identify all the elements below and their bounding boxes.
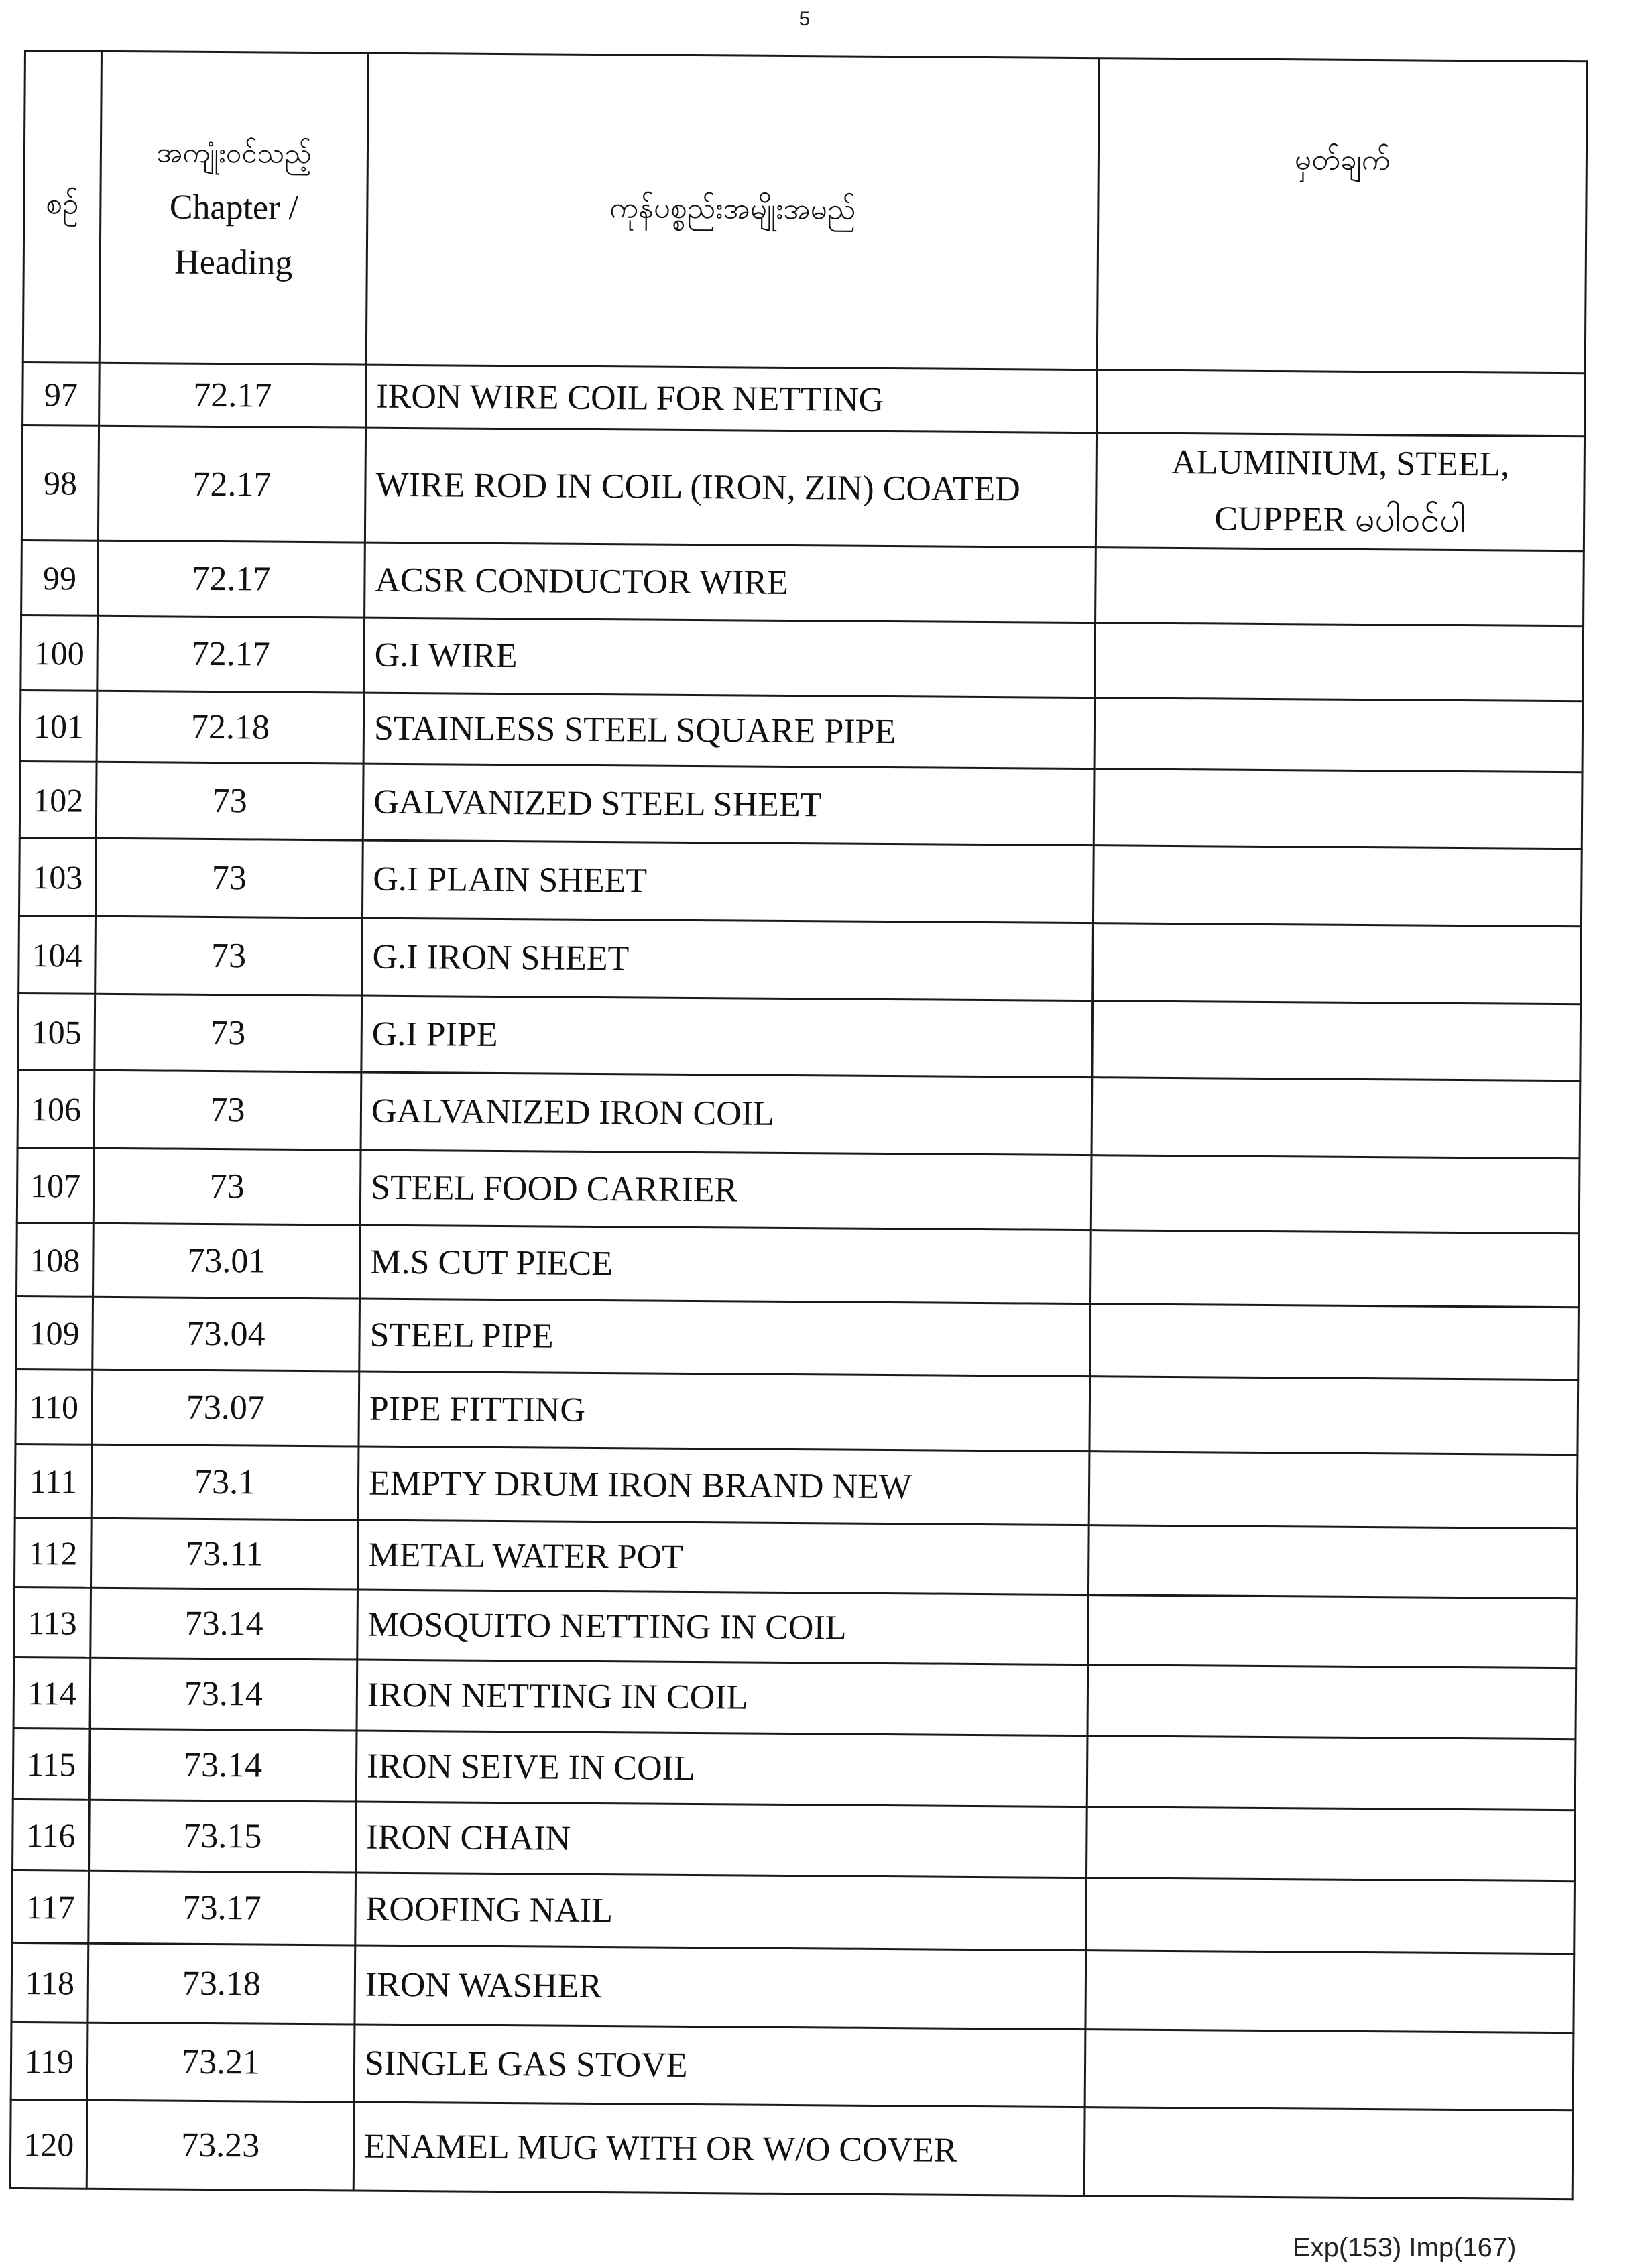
row-remarks-line-1 (1096, 734, 1582, 737)
row-remarks (1097, 370, 1586, 437)
row-remarks (1094, 698, 1583, 772)
row-remarks-line-2 (1088, 1772, 1574, 1775)
row-remarks (1085, 2030, 1574, 2111)
row-remarks (1089, 1377, 1578, 1455)
row-remarks-line-2 (1098, 402, 1584, 405)
row-description: G.I IRON SHEET (362, 918, 1094, 1001)
row-remarks-line-1 (1087, 1990, 1573, 1993)
row-serial-number: 98 (21, 425, 99, 540)
row-remarks (1096, 548, 1584, 626)
row-description: ENAMEL MUG WITH OR W/O COVER (353, 2102, 1085, 2196)
row-description: IRON SEIVE IN COIL (356, 1731, 1087, 1807)
row-chapter-heading: 73.15 (89, 1800, 357, 1873)
row-remarks (1087, 1807, 1576, 1881)
row-serial-number: 99 (21, 540, 99, 616)
footer-note: Exp(153) Imp(167) (1293, 2233, 1517, 2262)
row-description: STEEL PIPE (359, 1299, 1091, 1377)
row-description: GALVANIZED STEEL SHEET (363, 764, 1094, 846)
row-remarks-line-2 (1094, 1039, 1580, 1043)
row-serial-number: 102 (19, 761, 97, 838)
row-description: ROOFING NAIL (355, 1873, 1087, 1951)
header-chapter-heading-en-2: Heading (174, 243, 293, 282)
row-description: G.I PLAIN SHEET (362, 840, 1094, 923)
row-serial-number: 119 (11, 2022, 88, 2100)
table-row (19, 915, 1582, 1004)
row-description: G.I PIPE (361, 996, 1093, 1078)
row-chapter-heading: 72.17 (98, 540, 365, 618)
page-number: 5 (799, 8, 811, 30)
row-remarks (1092, 1001, 1581, 1081)
row-remarks (1088, 1525, 1577, 1599)
row-remarks-line-1 (1089, 1560, 1576, 1564)
row-serial-number: 110 (15, 1369, 93, 1444)
table-row (13, 1728, 1576, 1810)
row-chapter-heading: 73 (96, 762, 363, 840)
row-chapter-heading: 72.17 (97, 616, 365, 693)
row-chapter-heading: 73.14 (90, 1658, 357, 1731)
row-remarks-line-2 (1087, 1914, 1574, 1918)
row-serial-number: 107 (17, 1147, 94, 1223)
table-body (10, 362, 1585, 2199)
row-description: MOSQUITO NETTING IN COIL (357, 1590, 1089, 1665)
table-row (21, 615, 1584, 701)
table-row (17, 1147, 1580, 1233)
row-remarks-line-1 (1094, 884, 1580, 888)
row-remarks-line-1 (1088, 1772, 1574, 1775)
row-serial-number: 97 (23, 362, 100, 426)
row-remarks (1088, 1595, 1577, 1668)
row-remarks-line-1 (1091, 1414, 1577, 1417)
row-description: EMPTY DRUM IRON BRAND NEW (358, 1446, 1089, 1525)
table-row (12, 1870, 1575, 1953)
row-remarks (1087, 1665, 1576, 1739)
row-description: WIRE ROD IN COIL (IRON, ZIN) COATED (365, 428, 1096, 548)
table-row (21, 540, 1584, 626)
table-row (14, 1517, 1577, 1598)
row-chapter-heading: 73.17 (88, 1871, 356, 1945)
header-chapter-heading (99, 51, 368, 365)
row-remarks-line-2 (1085, 2152, 1572, 2155)
row-description: M.S CUT PIECE (360, 1225, 1092, 1304)
row-serial-number: 105 (18, 993, 95, 1070)
row-remarks (1096, 433, 1584, 551)
table-row (17, 1222, 1580, 1307)
row-remarks-line-1 (1086, 2069, 1572, 2072)
row-serial-number: 100 (21, 615, 98, 691)
row-remarks-line-2 (1091, 1414, 1577, 1417)
row-chapter-heading: 73.11 (91, 1518, 358, 1590)
row-remarks (1090, 1304, 1579, 1380)
row-description: SINGLE GAS STOVE (354, 2024, 1085, 2107)
row-remarks-line-2 (1087, 1990, 1573, 1993)
row-chapter-heading: 73.14 (89, 1729, 357, 1802)
row-chapter-heading: 73.23 (86, 2100, 354, 2191)
row-chapter-heading: 73.04 (93, 1297, 360, 1371)
row-serial-number: 103 (19, 837, 96, 916)
row-remarks-line-2 (1092, 1340, 1578, 1344)
row-remarks-line-1 (1093, 1116, 1579, 1120)
row-remarks-line-1 (1098, 402, 1584, 405)
row-remarks-line-2 (1095, 807, 1581, 811)
row-remarks (1095, 623, 1584, 701)
row-chapter-heading: 73 (95, 916, 363, 996)
row-remarks-line-2 (1086, 2069, 1572, 2072)
row-remarks-line-1 (1085, 2152, 1572, 2155)
table-row (20, 690, 1583, 772)
row-serial-number: 108 (17, 1222, 94, 1297)
row-remarks-line-1 (1094, 1039, 1580, 1043)
table-row (19, 837, 1582, 926)
row-remarks-line-2 (1087, 1843, 1574, 1846)
row-remarks-line-2 (1096, 734, 1582, 737)
table-row (14, 1587, 1577, 1668)
row-serial-number: 120 (10, 2099, 87, 2189)
row-remarks-line-2 (1096, 660, 1582, 664)
document-sheet (9, 50, 1588, 2200)
row-description: IRON CHAIN (356, 1802, 1087, 1878)
row-description: IRON WIRE COIL FOR NETTING (366, 365, 1098, 433)
row-chapter-heading: 73.1 (91, 1444, 359, 1520)
row-remarks-line-1 (1092, 1193, 1578, 1196)
row-description: STEEL FOOD CARRIER (360, 1150, 1092, 1230)
items-table (9, 50, 1588, 2200)
header-description: ကုန်ပစ္စည်းအမျိုးအမည် (366, 53, 1099, 370)
row-serial-number: 116 (13, 1799, 90, 1871)
header-serial-number: စဉ် (23, 51, 101, 363)
row-remarks-line-2: CUPPER မပါဝင်ပါ (1214, 500, 1466, 540)
row-remarks-line-1 (1096, 660, 1582, 664)
row-remarks-line-2 (1089, 1560, 1576, 1564)
row-remarks-line-1 (1087, 1914, 1574, 1918)
row-serial-number: 109 (16, 1296, 93, 1369)
row-remarks-line-1 (1090, 1489, 1576, 1492)
row-remarks-line-2 (1094, 884, 1580, 888)
table-row (10, 2099, 1573, 2199)
row-serial-number: 113 (14, 1587, 91, 1658)
table-row (11, 1942, 1574, 2032)
table-row (18, 993, 1581, 1080)
row-description: STAINLESS STEEL SQUARE PIPE (363, 693, 1095, 769)
row-remarks (1092, 1078, 1580, 1159)
row-chapter-heading: 73 (95, 994, 362, 1072)
row-description: IRON WASHER (355, 1945, 1086, 2030)
row-remarks-line-1 (1089, 1630, 1576, 1633)
row-remarks-line-2 (1093, 1116, 1579, 1120)
row-remarks (1089, 1452, 1578, 1529)
row-serial-number: 112 (14, 1517, 91, 1588)
table-row (11, 2022, 1574, 2110)
row-description: ACSR CONDUCTOR WIRE (365, 542, 1096, 623)
row-chapter-heading: 73.18 (88, 1943, 355, 2024)
row-remarks-line-1 (1089, 1700, 1575, 1704)
row-serial-number: 101 (20, 690, 97, 762)
row-remarks (1094, 769, 1582, 849)
row-remarks (1087, 1736, 1576, 1810)
table-row (15, 1444, 1578, 1528)
row-chapter-heading: 73 (95, 838, 363, 918)
row-description: G.I WIRE (364, 618, 1096, 698)
row-remarks-line-1 (1087, 1843, 1574, 1846)
row-remarks-line-2 (1090, 1489, 1576, 1492)
row-remarks-line-1 (1096, 585, 1582, 589)
row-serial-number: 104 (19, 915, 96, 994)
table-row (21, 425, 1584, 550)
row-serial-number: 118 (11, 1942, 88, 2022)
row-remarks (1091, 1155, 1580, 1234)
table-row (16, 1296, 1579, 1379)
row-remarks-line-1 (1095, 807, 1581, 811)
row-serial-number: 111 (15, 1444, 92, 1518)
row-description: IRON NETTING IN COIL (357, 1660, 1088, 1736)
row-chapter-heading: 73.01 (93, 1223, 361, 1299)
table-row (13, 1657, 1576, 1739)
row-remarks (1090, 1230, 1579, 1308)
row-chapter-heading: 73.07 (92, 1369, 359, 1446)
row-remarks (1085, 1951, 1574, 2033)
row-description: GALVANIZED IRON COIL (361, 1072, 1092, 1155)
table-header-row (23, 51, 1587, 373)
row-description: METAL WATER POT (357, 1520, 1089, 1595)
row-serial-number: 114 (13, 1657, 91, 1729)
row-remarks (1086, 1878, 1575, 1954)
header-remarks: မှတ်ချက် (1097, 58, 1587, 373)
row-remarks-line-1 (1092, 1267, 1578, 1271)
row-remarks-line-1: ALUMINIUM, STEEL, (1171, 443, 1510, 484)
table-row (19, 761, 1582, 848)
row-serial-number: 115 (13, 1728, 90, 1800)
row-serial-number: 106 (17, 1069, 95, 1148)
table-row (23, 362, 1586, 436)
row-description: PIPE FITTING (359, 1371, 1090, 1452)
row-remarks (1093, 846, 1582, 927)
row-remarks-line-2 (1094, 962, 1580, 966)
row-chapter-heading: 73.21 (87, 2022, 355, 2102)
row-remarks (1084, 2107, 1573, 2199)
header-chapter-heading-mm: အကျုံးဝင်သည့် (156, 135, 312, 170)
row-chapter-heading: 72.18 (97, 691, 364, 764)
row-remarks-line-2 (1092, 1193, 1578, 1196)
row-chapter-heading: 73 (94, 1070, 361, 1150)
row-chapter-heading: 72.17 (98, 426, 365, 542)
table-row (17, 1069, 1580, 1158)
row-chapter-heading: 73.14 (91, 1588, 358, 1660)
table-row (15, 1369, 1578, 1454)
row-serial-number: 117 (12, 1870, 89, 1943)
row-remarks-line-1 (1094, 962, 1580, 966)
row-remarks-line-2 (1096, 585, 1582, 589)
row-remarks-line-2 (1092, 1267, 1578, 1271)
row-remarks-line-1 (1092, 1340, 1578, 1344)
row-chapter-heading: 73 (93, 1148, 361, 1225)
row-remarks-line-2 (1089, 1700, 1575, 1704)
row-chapter-heading: 72.17 (99, 363, 367, 428)
header-chapter-heading-en-1: Chapter / (169, 188, 299, 227)
row-remarks-line-2 (1089, 1630, 1576, 1633)
table-row (13, 1799, 1576, 1881)
row-remarks (1093, 923, 1582, 1004)
